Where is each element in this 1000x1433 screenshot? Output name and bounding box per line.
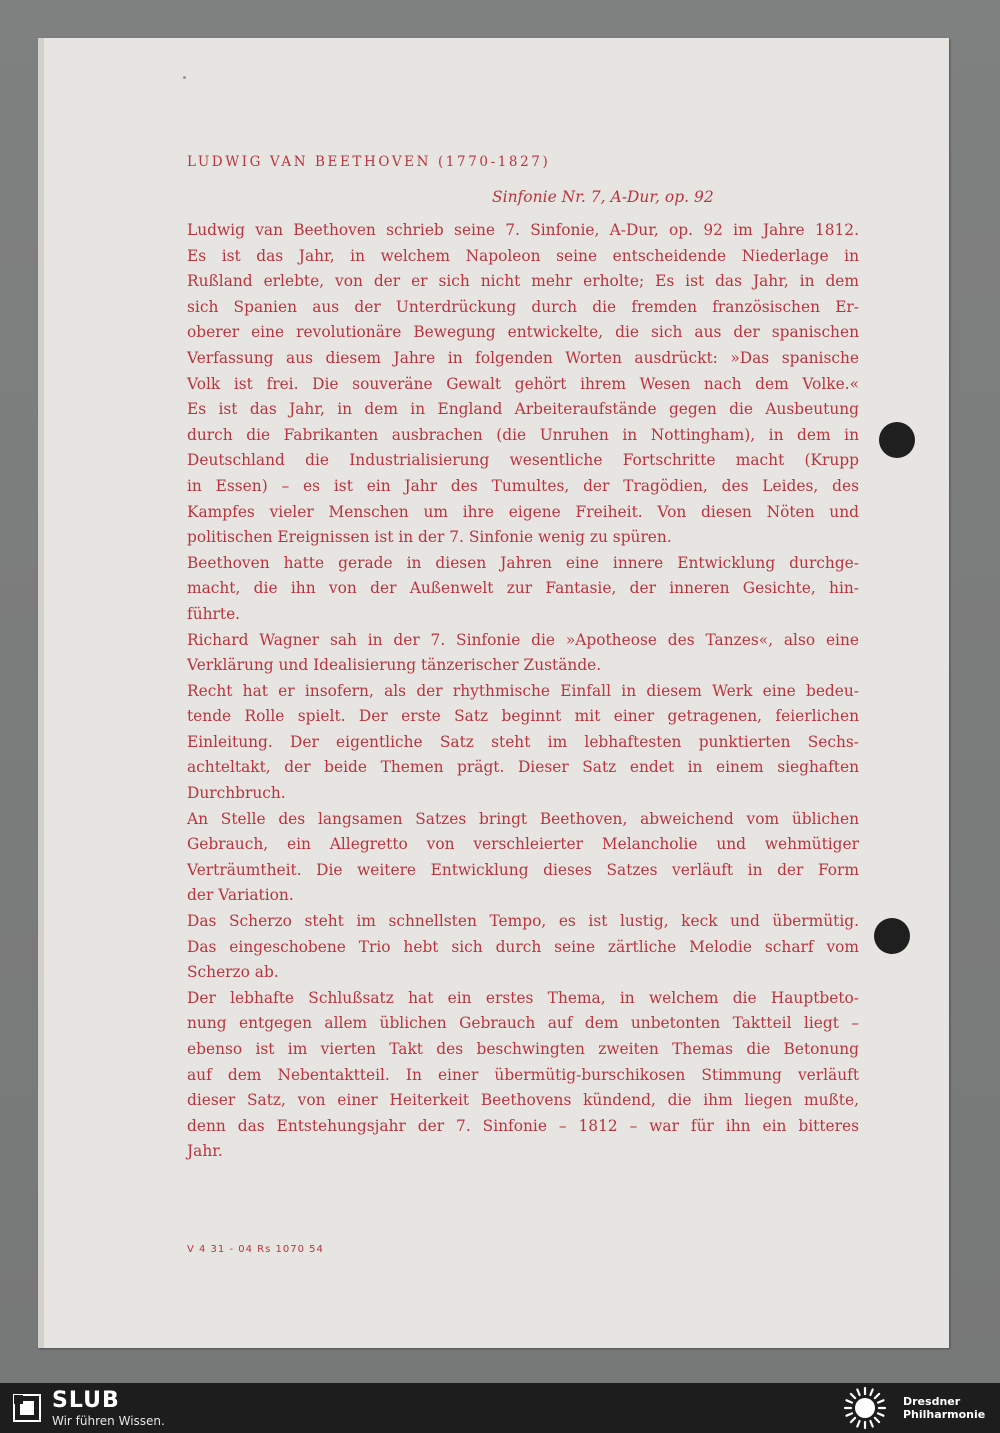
text-line: ebenso ist im vierten Takt des beschwingten zweiten Themas die Betonung [187,1040,859,1058]
text-line: Das eingeschobene Trio hebt sich durch seine zärtliche Melodie scharf vom [187,937,859,956]
text-line: der Variation. [187,886,294,905]
text-line: führte. [187,604,241,623]
text-line: Rußland erlebte, von der er sich nicht mehr erholte; Es ist das Jahr, in dem [187,272,859,291]
text-line: Jahr. [187,1142,223,1161]
text-line: Der lebhafte Schlußsatz hat ein erstes Thema, in welchem die Hauptbeto- [187,988,859,1007]
text-line: Es ist das Jahr, in welchem Napoleon seine entscheidende Niederlage in [187,246,859,265]
text-line: nung entgegen allem üblichen Gebrauch auf dem unbetonten Taktteil liegt – [187,1014,859,1033]
footer-bar [0,1383,1000,1433]
text-line: sich Spanien aus der Unterdrückung durch die fremden französischen Er- [187,297,859,316]
text-line: Es ist das Jahr, in dem in England Arbeiteraufstände gegen die Ausbeutung [187,400,859,419]
text-line: Deutschland die Industrialisierung wesentliche Fortschritte macht (Krupp [187,451,859,470]
text-line: Gebrauch, ein Allegretto von verschleierter Melancholie und wehmütiger [187,835,859,854]
slub-tagline: Wir führen Wissen. [52,1414,165,1428]
text-line: macht, die ihn von der Außenwelt zur Fantasie, der inneren Gesichte, hin- [187,579,859,598]
punch-hole-icon [874,918,910,954]
slub-logo-icon[interactable] [12,1393,42,1423]
text-line: Verträumtheit. Die weitere Entwicklung dieses Satzes verläuft in der Form [187,860,859,879]
text-line: Einleitung. Der eigentliche Satz steht im lebhaftesten punktierten Sechs- [187,732,859,751]
work-title: Sinfonie Nr. 7, A-Dur, op. 92 [492,188,714,206]
page-edge-shadow [38,38,44,1348]
dp-name-line-1: Dresdner [903,1395,961,1408]
text-line: oberer eine revolutionäre Bewegung entwickelte, die sich aus der spanischen [187,323,859,342]
text-line: Beethoven hatte gerade in diesen Jahren eine innere Entwicklung durchge- [187,553,859,572]
text-line: An Stelle des langsamen Satzes bringt Beethoven, abweichend vom üblichen [187,809,859,828]
text-line: tende Rolle spielt. Der erste Satz beginnt mit einer getragenen, feierlichen [187,707,859,726]
punch-hole-icon [879,422,915,458]
print-code: V 4 31 - 04 Rs 1070 54 [187,1244,324,1255]
text-line: Recht hat er insofern, als der rhythmische Einfall in diesem Werk eine bedeu- [187,681,859,700]
text-line: Verfassung aus diesem Jahre in folgenden Worten ausdrückt: »Das spanische [187,348,859,367]
text-line: in Essen) – es ist ein Jahr des Tumultes, der Tragödien, des Leides, des [187,476,859,495]
dresdner-philharmonie-name[interactable] [903,1395,985,1421]
dresdner-philharmonie-logo-icon[interactable] [842,1385,888,1431]
text-line: Das Scherzo steht im schnellsten Tempo, es ist lustig, keck und übermütig. [187,912,859,931]
text-line: auf dem Nebentaktteil. In einer übermütig-burschikosen Stimmung verläuft [187,1065,859,1084]
text-line: dieser Satz, von einer Heiterkeit Beethovens kündend, die ihm liegen mußte, [187,1091,859,1110]
text-line: Ludwig van Beethoven schrieb seine 7. Sinfonie, A-Dur, op. 92 im Jahre 1812. [187,221,859,239]
paper-speck [183,76,186,79]
text-line: Durchbruch. [187,784,286,803]
composer-header: LUDWIG VAN BEETHOVEN (1770-1827) [187,154,551,170]
text-line: achteltakt, der beide Themen prägt. Dieser Satz endet in einem sieghaften [187,758,859,777]
text-line: durch die Fabrikanten ausbrachen (die Unruhen in Nottingham), in dem in [187,425,859,444]
text-line: Richard Wagner sah in der 7. Sinfonie die »Apotheose des Tanzes«, also eine [187,630,859,649]
text-line: Scherzo ab. [187,963,279,982]
text-line: Verklärung und Idealisierung tänzerischer Zustände. [187,656,602,675]
text-line: Volk ist frei. Die souveräne Gewalt gehört ihrem Wesen nach dem Volke.« [187,374,859,393]
text-line: denn das Entstehungsjahr der 7. Sinfonie – 1812 – war für ihn ein bitteres [187,1116,859,1135]
text-line: politischen Ereignissen ist in der 7. Sinfonie wenig zu spüren. [187,528,672,547]
program-note-text [187,218,859,1165]
slub-name[interactable]: SLUB [52,1388,120,1413]
text-line: Kampfes vieler Menschen um ihre eigene Freiheit. Von diesen Nöten und [187,502,859,521]
dp-name-line-2: Philharmonie [903,1408,986,1421]
